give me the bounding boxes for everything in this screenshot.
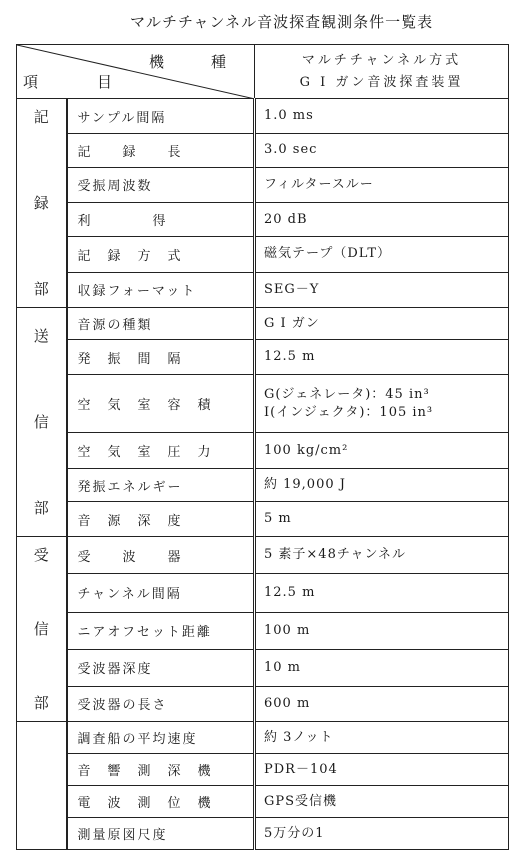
item-label: ニアオフセット距離 — [67, 612, 255, 649]
item-label: 受波器の長さ — [67, 686, 255, 721]
item-value-line: 磁気テープ（DLT） — [264, 246, 392, 262]
item-value-line: G I ガン — [264, 315, 320, 331]
item-value-line: 12.5 m — [264, 584, 316, 600]
section-label-char: 部 — [33, 694, 49, 712]
section-label-char: 信 — [33, 620, 49, 638]
table-row — [17, 340, 509, 375]
section-label — [17, 308, 67, 537]
item-value-line: 12.5 m — [264, 349, 316, 364]
table-row — [17, 375, 509, 433]
section-label-char: 送 — [33, 327, 49, 345]
item-label: チャンネル間隔 — [67, 574, 255, 612]
item-value-line: 3.0 sec — [264, 142, 318, 158]
item-value-line: 1.0 ms — [264, 108, 314, 124]
item-label: 電 波 測 位 機 — [67, 786, 255, 818]
section-label-char: 部 — [33, 499, 49, 517]
item-value-line: フィルタースルー — [264, 176, 374, 192]
item-value — [255, 272, 509, 307]
header-diagonal-cell — [17, 45, 255, 99]
item-value — [255, 722, 509, 754]
item-value — [255, 686, 509, 721]
item-value — [255, 818, 509, 850]
item-label: 空 気 室 容 積 — [67, 375, 255, 433]
section-label-char: 録 — [33, 194, 49, 212]
item-label: 利 得 — [67, 202, 255, 236]
item-label: サンプル間隔 — [67, 99, 255, 134]
table-row — [17, 686, 509, 721]
table-row — [17, 167, 509, 202]
table-row — [17, 502, 509, 537]
item-value-line: 5万分の1 — [264, 825, 325, 841]
item-label: 測量原図尺度 — [67, 818, 255, 850]
table-row — [17, 649, 509, 686]
table-row — [17, 237, 509, 272]
section-label-char: 部 — [33, 280, 49, 298]
item-value — [255, 202, 509, 236]
header-method-line1: マルチチャンネル方式 — [301, 52, 462, 68]
header-method-cell — [255, 45, 509, 99]
page-title: マルチチャンネル音波探査観測条件一覧表 — [130, 13, 434, 31]
item-value-line: I(インジェクタ)：105 in³ — [264, 404, 434, 420]
item-value-line: 100 kg/cm² — [264, 442, 349, 458]
item-value — [255, 574, 509, 612]
item-value — [255, 375, 509, 433]
item-value — [255, 340, 509, 375]
item-label: 受 波 器 — [67, 537, 255, 574]
item-value-line: 100 m — [264, 622, 311, 638]
table-row — [17, 722, 509, 754]
table-row — [17, 612, 509, 649]
header-komoku-label: 項 目 — [23, 73, 135, 91]
item-label: 受振周波数 — [67, 167, 255, 202]
item-value-line: 5 m — [264, 511, 292, 526]
section-label-char: 記 — [33, 108, 49, 126]
table-row — [17, 308, 509, 340]
table-row — [17, 272, 509, 307]
item-value-line: 10 m — [264, 659, 302, 675]
table-header-row — [17, 45, 509, 99]
header-method-line2: G I ガン音波探査装置 — [299, 74, 464, 90]
table-row — [17, 99, 509, 134]
item-label: 空 気 室 圧 力 — [67, 433, 255, 469]
item-value-line: 5 素子×48チャンネル — [264, 547, 407, 563]
item-label: 調査船の平均速度 — [67, 722, 255, 754]
item-value-line: GPS受信機 — [264, 793, 338, 809]
item-value — [255, 237, 509, 272]
table-row — [17, 537, 509, 574]
item-value-line: 約 3ノット — [264, 729, 334, 745]
table-row — [17, 574, 509, 612]
table-row — [17, 134, 509, 167]
table-row — [17, 754, 509, 786]
item-label: 記 録 方 式 — [67, 237, 255, 272]
table-row — [17, 202, 509, 236]
conditions-table — [16, 44, 509, 850]
item-value — [255, 537, 509, 574]
item-label: 発 振 間 隔 — [67, 340, 255, 375]
item-value-line: SEG－Y — [264, 281, 320, 297]
item-value-line: G(ジェネレータ)：45 in³ — [264, 386, 430, 402]
item-label: 音 響 測 深 機 — [67, 754, 255, 786]
section-label — [17, 722, 67, 850]
item-value — [255, 612, 509, 649]
item-value-line: 600 m — [264, 695, 311, 711]
item-value — [255, 308, 509, 340]
item-value — [255, 754, 509, 786]
section-label — [17, 537, 67, 722]
item-value — [255, 433, 509, 469]
item-value — [255, 502, 509, 537]
table-row — [17, 818, 509, 850]
table-row — [17, 786, 509, 818]
item-label: 記 録 長 — [67, 134, 255, 167]
item-value — [255, 134, 509, 167]
section-label-char: 信 — [33, 413, 49, 431]
item-value — [255, 167, 509, 202]
item-value — [255, 469, 509, 502]
item-value — [255, 99, 509, 134]
table-row — [17, 433, 509, 469]
item-label: 音源の種類 — [67, 308, 255, 340]
item-label: 収録フォーマット — [67, 272, 255, 307]
item-value — [255, 786, 509, 818]
item-value-line: PDR－104 — [264, 761, 338, 777]
header-kishu-label: 機 種 — [148, 53, 242, 71]
item-value-line: 約 19,000 J — [264, 477, 346, 492]
item-value — [255, 649, 509, 686]
item-label: 音 源 深 度 — [67, 502, 255, 537]
table-row — [17, 469, 509, 502]
section-label — [17, 99, 67, 308]
item-value-line: 20 dB — [264, 211, 308, 227]
item-label: 発振エネルギー — [67, 469, 255, 502]
item-label: 受波器深度 — [67, 649, 255, 686]
section-label-char: 受 — [33, 546, 49, 564]
